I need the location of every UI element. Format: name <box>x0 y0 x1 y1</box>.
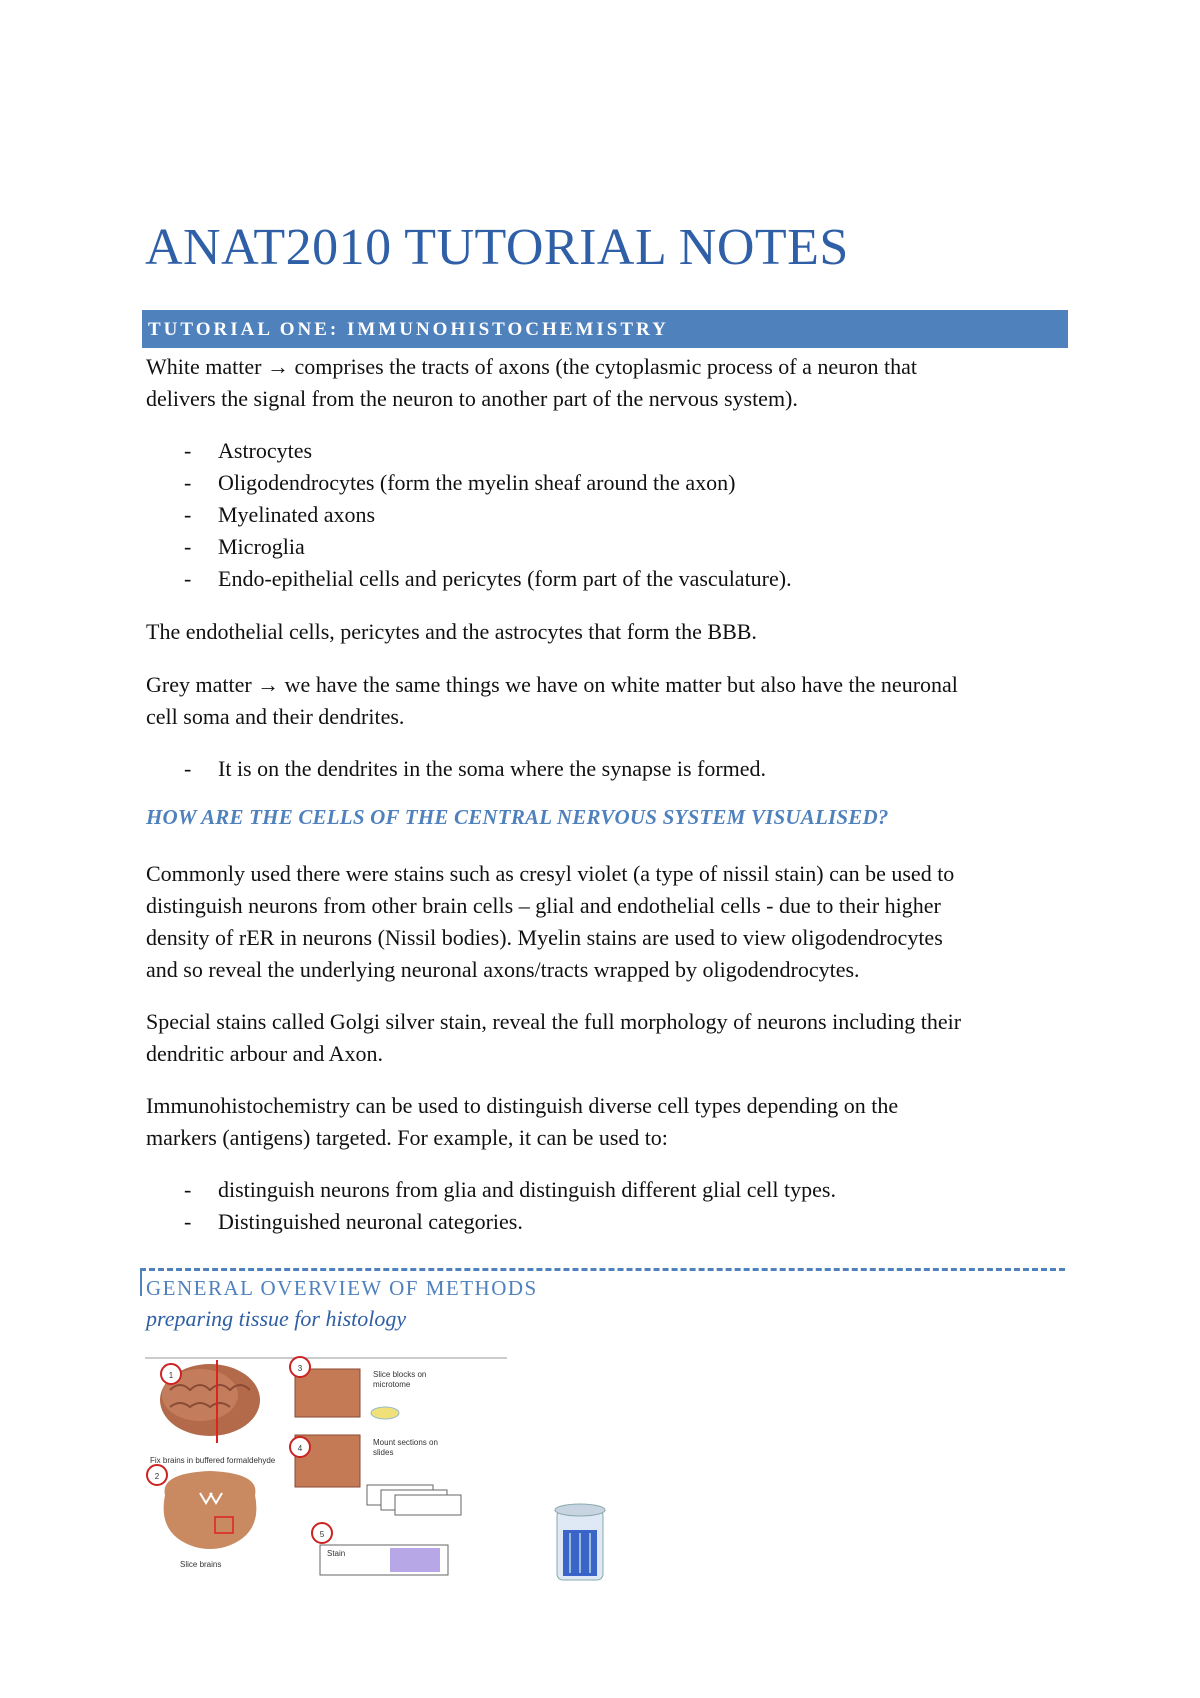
step-number: 5 <box>319 1530 325 1539</box>
list-item-text: Oligodendrocytes (form the myelin sheaf around the axon) <box>218 470 736 495</box>
list-item <box>184 531 305 563</box>
list-item-text: It is on the dendrites in the soma where the synapse is formed. <box>218 756 767 781</box>
ihc-line-1: Immunohistochemistry can be used to distinguish diverse cell types depending on the <box>146 1093 899 1118</box>
list-item <box>184 435 312 467</box>
white-matter-line-1: White matter → comprises the tracts of axons (the cytoplasmic process of a neuron that <box>146 354 917 379</box>
list-item <box>184 753 766 785</box>
stains-line-2: distinguish neurons from other brain cells – glial and endothelial cells - due to their higher <box>146 893 941 918</box>
grey-matter-line-1: Grey matter → we have the same things we have on white matter but also have the neuronal <box>146 672 958 697</box>
step-number: 4 <box>297 1444 303 1453</box>
bullet-dash: - <box>184 1209 192 1234</box>
golgi-line-1: Special stains called Golgi silver stain, reveal the full morphology of neurons including their <box>146 1009 962 1034</box>
list-item <box>184 1206 523 1238</box>
list-item-text: Endo-epithelial cells and pericytes (form part of the vasculature). <box>218 566 792 591</box>
overview-heading: GENERAL OVERVIEW OF METHODS <box>146 1276 538 1300</box>
golgi-line-2: dendritic arbour and Axon. <box>146 1041 384 1066</box>
section-heading: TUTORIAL ONE: IMMUNOHISTOCHEMISTRY <box>148 319 669 340</box>
list-item <box>184 499 375 531</box>
label-mount-2: slides <box>373 1448 394 1457</box>
white-matter-line-2: delivers the signal from the neuron to another part of the nervous system). <box>146 386 798 411</box>
label-stain: Stain <box>327 1549 346 1558</box>
label-slice-brains: Slice brains <box>180 1560 222 1569</box>
list-item-text: distinguish neurons from glia and distinguish different glial cell types. <box>218 1177 836 1202</box>
bullet-dash: - <box>184 756 192 781</box>
step-number: 1 <box>168 1371 174 1380</box>
ihc-line-2: markers (antigens) targeted. For example, it can be used to: <box>146 1125 668 1150</box>
bullet-dash: - <box>184 470 192 495</box>
label-mount-1: Mount sections on <box>373 1438 438 1447</box>
step-number: 2 <box>154 1472 160 1481</box>
section-banner <box>142 310 1068 348</box>
slide <box>395 1495 461 1515</box>
staining-jar-illustration <box>555 1504 605 1580</box>
dish-illustration <box>371 1407 399 1419</box>
overview-subheading: preparing tissue for histology <box>146 1306 407 1331</box>
label-fix: Fix brains in buffered formaldehyde <box>150 1456 276 1465</box>
list-item-text: Myelinated axons <box>218 502 376 527</box>
bullet-dash: - <box>184 1177 192 1202</box>
step-number: 3 <box>297 1364 303 1373</box>
label-microtome-2: microtome <box>373 1380 411 1389</box>
label-microtome-1: Slice blocks on <box>373 1370 427 1379</box>
section-divider <box>140 1268 1065 1271</box>
list-item-text: Microglia <box>218 534 305 559</box>
bullet-dash: - <box>184 566 192 591</box>
grey-matter-line-2: cell soma and their dendrites. <box>146 704 405 729</box>
bullet-dash: - <box>184 534 192 559</box>
bullet-dash: - <box>184 438 192 463</box>
stained-section <box>390 1548 440 1572</box>
document-title: ANAT2010 TUTORIAL NOTES <box>145 219 849 276</box>
list-item <box>184 563 792 595</box>
stains-line-4: and so reveal the underlying neuronal axons/tracts wrapped by oligodendrocytes. <box>146 957 860 982</box>
list-item <box>184 467 735 499</box>
list-item-text: Distinguished neuronal categories. <box>218 1209 523 1234</box>
list-item-text: Astrocytes <box>218 438 313 463</box>
stains-line-1: Commonly used there were stains such as cresyl violet (a type of nissil stain) can be used to <box>146 861 955 886</box>
stains-line-3: density of rER in neurons (Nissil bodies). Myelin stains are used to view oligodendrocytes <box>146 925 943 950</box>
list-item <box>184 1174 836 1206</box>
bullet-dash: - <box>184 502 192 527</box>
divider-marker <box>140 1268 142 1296</box>
brain-slice-illustration <box>164 1471 257 1549</box>
subheading-visualised: HOW ARE THE CELLS OF THE CENTRAL NERVOUS SYSTEM VISUALISED? <box>146 805 889 829</box>
bbb-paragraph: The endothelial cells, pericytes and the astrocytes that form the BBB. <box>146 619 757 644</box>
histology-methods-figure <box>145 1355 625 1605</box>
